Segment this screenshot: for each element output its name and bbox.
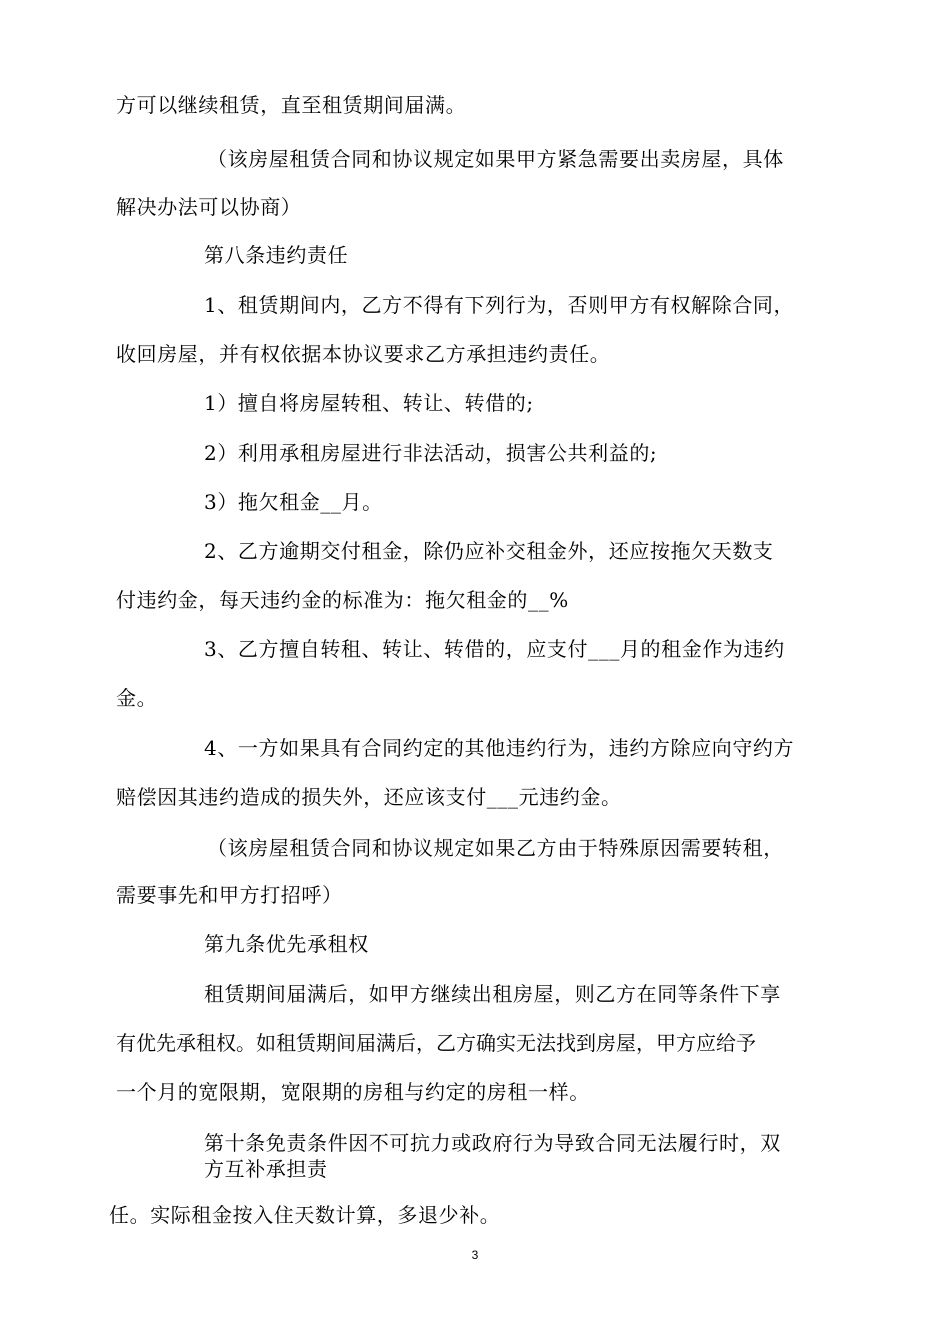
text-line: 有优先承租权。如租赁期间届满后，乙方确实无法找到房屋，甲方应给予 xyxy=(116,1031,756,1055)
text-line: 租赁期间届满后，如甲方继续出租房屋，则乙方在同等条件下享 xyxy=(204,982,781,1006)
text-line: （该房屋租赁合同和协议规定如果乙方由于特殊原因需要转租， xyxy=(207,836,784,860)
list-item: 3）拖欠租金__月。 xyxy=(204,490,383,514)
text-line: 赔偿因其违约造成的损失外，还应该支付___元违约金。 xyxy=(116,785,622,809)
text-line: 解决办法可以协商） xyxy=(116,195,302,219)
text-line: 4、一方如果具有合同约定的其他违约行为，违约方除应向守约方 xyxy=(204,736,795,760)
text-line: 方互补承担责 xyxy=(204,1157,328,1181)
text-line: 付违约金，每天违约金的标准为：拖欠租金的__% xyxy=(116,588,569,612)
text-line: 收回房屋，并有权依据本协议要求乙方承担违约责任。 xyxy=(116,342,611,366)
list-item: 2）利用承租房屋进行非法活动，损害公共利益的; xyxy=(204,441,658,465)
text-line: 一个月的宽限期，宽限期的房租与约定的房租一样。 xyxy=(116,1080,590,1104)
text-line: 3、乙方擅自转租、转让、转借的，应支付___月的租金作为违约 xyxy=(204,637,785,661)
text-line: 金。 xyxy=(116,686,158,710)
section-heading: 第八条违约责任 xyxy=(204,243,349,267)
text-line: （该房屋租赁合同和协议规定如果甲方紧急需要出卖房屋，具体 xyxy=(207,147,784,171)
page-number: 3 xyxy=(471,1248,479,1262)
text-line: 2、乙方逾期交付租金，除仍应补交租金外，还应按拖欠天数支 xyxy=(204,539,774,563)
text-line: 1、租赁期间内，乙方不得有下列行为，否则甲方有权解除合同， xyxy=(204,293,795,317)
text-line: 方可以继续租赁，直至租赁期间届满。 xyxy=(116,93,467,117)
section-heading: 第九条优先承租权 xyxy=(204,932,369,956)
text-line: 需要事先和甲方打招呼） xyxy=(116,883,343,907)
list-item: 1）擅自将房屋转租、转让、转借的; xyxy=(204,391,534,415)
text-line: 任。实际租金按入住天数计算，多退少补。 xyxy=(109,1203,501,1227)
section-heading: 第十条免责条件因不可抗力或政府行为导致合同无法履行时，双 xyxy=(204,1131,781,1155)
